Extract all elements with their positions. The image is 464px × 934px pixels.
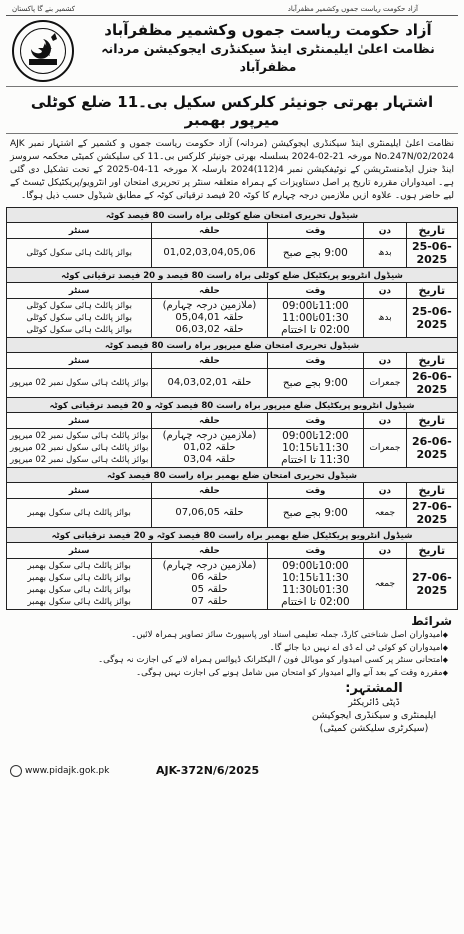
table-row (7, 299, 458, 338)
center-entry: بوائز پائلٹ ہائی سکول نمبر 02 میرپور (10, 443, 149, 453)
header-strip-right: آزاد حکومت ریاست جموں وکشمیر مظفرآباد (287, 5, 418, 13)
schedule-centers (7, 299, 152, 338)
time-slot: 10:00تا09:00 (282, 560, 349, 572)
column-header-date: تاریخ (406, 543, 457, 559)
schedule-centers (7, 369, 152, 398)
schedule-times (267, 559, 364, 610)
time-slot: 11:30تا10:15 (282, 442, 349, 454)
halqa-entry: (ملازمین درجہ چہارم) (162, 300, 257, 311)
schedule-times (267, 499, 364, 528)
column-header-time: وقت (267, 283, 364, 299)
schedule-centers (7, 429, 152, 468)
column-header-date: تاریخ (406, 353, 457, 369)
section-title: شیڈول تحریری امتحان ضلع میرپور براہ راست 80 فیصد کوٹہ (7, 338, 458, 353)
column-header-day: دن (364, 483, 406, 499)
schedule-halqas (152, 239, 267, 268)
center-entry: بوائز پائلٹ ہائی سکول نمبر 02 میرپور (10, 378, 149, 388)
schedule-date: 25-06-2025 (406, 239, 457, 268)
column-header-day: دن (364, 413, 406, 429)
column-header-center: سنٹر (7, 283, 152, 299)
schedule-centers (7, 559, 152, 610)
schedule-day: بدھ (364, 239, 406, 268)
reference-number: AJK-372N/6/2025 (156, 764, 260, 777)
header-strip-left: کشمیر بنے گا پاکستان (12, 5, 75, 13)
schedule-day: جمعہ (364, 499, 406, 528)
condition-item: ◆ امتحانی سنٹر پر کسی امیدوار کو موبائل فون / الیکٹرانک ڈیوائس ہمراہ لانے کی اجازت نہ ہوگی۔ (16, 654, 448, 667)
time-slot: 11:00تا09:00 (282, 300, 349, 312)
time-slot: 11:30 تا اختتام (281, 454, 350, 466)
column-header-day: دن (364, 223, 406, 239)
advertisement-title: اشتہار بھرتی جونیئر کلرکس سکیل بی۔11 ضلع کوٹلی میرپور بھمبر (6, 86, 458, 134)
schedule-day: جمعہ (364, 559, 406, 610)
time-slot: 11:30تا10:15 (282, 572, 349, 584)
column-header-date: تاریخ (406, 223, 457, 239)
schedule-day: بدھ (364, 299, 406, 338)
time-slot: 9:00 بجے صبح (282, 247, 348, 259)
schedule-date: 26-06-2025 (406, 429, 457, 468)
schedule-halqas (152, 559, 267, 610)
schedule-halqas (152, 299, 267, 338)
schedule-day: جمعرات (364, 369, 406, 398)
footer (6, 679, 458, 789)
schedule-date: 27-06-2025 (406, 499, 457, 528)
column-header-time: وقت (267, 413, 364, 429)
column-header-halqa: حلقہ (152, 223, 267, 239)
schedule-times (267, 239, 364, 268)
column-header-time: وقت (267, 223, 364, 239)
section-title: شیڈول تحریری امتحان ضلع بھمبر براہ راست 80 فیصد کوٹہ (7, 468, 458, 483)
advertiser-block (294, 681, 454, 735)
center-entry: بوائز پائلٹ ہائی سکول نمبر 02 میرپور (10, 455, 149, 465)
column-header-center: سنٹر (7, 483, 152, 499)
schedule-halqas (152, 369, 267, 398)
conditions-title: شرائط (411, 614, 452, 628)
schedule-times (267, 369, 364, 398)
table-row (7, 499, 458, 528)
conditions-list (6, 629, 458, 679)
schedule-times (267, 299, 364, 338)
government-title: آزاد حکومت ریاست جموں وکشمیر مظفرآباد (104, 21, 432, 39)
section-title: شیڈول انٹرویو پریکٹیکل ضلع کوٹلی براہ راست 80 فیصد و 20 فیصد ترقیاتی کوٹہ (7, 268, 458, 283)
center-entry: بوائز پائلٹ ہائی سکول بھمبر (27, 573, 131, 583)
column-header-date: تاریخ (406, 283, 457, 299)
center-entry: بوائز پائلٹ ہائی سکول بھمبر (27, 508, 131, 518)
directorate-title: نظامت اعلیٰ ایلیمنٹری اینڈ سیکنڈری ایجوکیشن مردانہ مظفرآباد (101, 41, 435, 74)
column-header-halqa: حلقہ (152, 353, 267, 369)
table-row (7, 369, 458, 398)
column-header-time: وقت (267, 543, 364, 559)
header-strip (6, 4, 458, 16)
time-slot: 01:30تا11:00 (282, 312, 349, 324)
section-title: شیڈول انٹرویو پریکٹیکل ضلع بھمبر براہ راست 80 فیصد کوٹہ و 20 فیصد ترقیاتی کوٹہ (7, 528, 458, 543)
time-slot: 9:00 بجے صبح (282, 507, 348, 519)
condition-item: ◆ مقررہ وقت کے بعد آنے والے امیدوار کو امتحان میں شامل ہونے کی اجازت نہیں ہوگی۔ (16, 667, 448, 680)
column-header-time: وقت (267, 353, 364, 369)
center-entry: بوائز پائلٹ ہائی سکول بھمبر (27, 597, 131, 607)
advertiser-title-2: ایلیمنٹری و سیکنڈری ایجوکیشن (311, 710, 437, 721)
column-header-center: سنٹر (7, 353, 152, 369)
schedule-centers (7, 499, 152, 528)
column-header-halqa: حلقہ (152, 413, 267, 429)
column-header-halqa: حلقہ (152, 543, 267, 559)
schedule-date: 26-06-2025 (406, 369, 457, 398)
column-header-date: تاریخ (406, 413, 457, 429)
time-slot: 01:30تا11:30 (282, 584, 349, 596)
column-header-center: سنٹر (7, 413, 152, 429)
column-header-date: تاریخ (406, 483, 457, 499)
time-slot: 02:00 تا اختتام (281, 596, 350, 608)
section-title: شیڈول تحریری امتحان ضلع کوٹلی براہ راست 80 فیصد کوٹہ (7, 208, 458, 223)
intro-paragraph: نظامت اعلیٰ ایلیمنٹری اینڈ سیکنڈری ایجوکیشن (مردانہ) آزاد حکومت ریاست جموں و کشمیر کے اشتہار نمبر AJK No.247N/02/2024 مورخہ 21-02-2024 بسلسلہ بھرتی جونیئر کلرکس بی۔11 کی سلیکشن کمیٹی محکمہ سروسز اینڈ جنرل ایڈمنسٹریشن کے نوٹیفکیشن نمبر 4(112)2024 بارسلہ X مورخہ 11-04-2025 کے تحت تشکیل دی گئی ہے۔ امیدواران مقررہ تاریخ پر اصل دستاویزات کے ہمراہ متعلقہ سنٹر پر تحریری امتحان اور انٹرویو/پریکٹیکل ٹیسٹ کے لیے حاضر ہوں۔ علاوہ ازیں ملازمین درجہ چہارم کا کوٹہ 20 فیصد ترقیاتی کوٹہ کے مطابق شیڈول حسب ذیل ہوگا۔ (10, 139, 455, 201)
halqa-entry: حلقہ 06,03,02 (175, 324, 244, 335)
table-row (7, 239, 458, 268)
website-url[interactable]: www.pidajk.gok.pk (25, 766, 110, 776)
halqa-entry: (ملازمین درجہ چہارم) (162, 430, 257, 441)
condition-item: ◆ امیدواران کو کوئی ٹی اے ڈی اے نہیں دیا جائے گا۔ (16, 642, 448, 655)
advertiser-title-3: (سیکرٹری سلیکشن کمیٹی) (319, 723, 429, 734)
advertiser-label: المشتہر: (345, 681, 403, 696)
halqa-entry: حلقہ 05,04,01 (175, 312, 244, 323)
column-header-day: دن (364, 283, 406, 299)
halqa-entry: حلقہ 06 (191, 572, 228, 583)
website[interactable] (10, 765, 109, 777)
column-header-halqa: حلقہ (152, 483, 267, 499)
schedule-day: جمعرات (364, 429, 406, 468)
halqa-entry: حلقہ 04,03,02,01 (167, 377, 252, 388)
table-row (7, 429, 458, 468)
ajk-emblem-logo (12, 20, 74, 82)
time-slot: 9:00 بجے صبح (282, 377, 348, 389)
schedule-halqas (152, 429, 267, 468)
center-entry: بوائز پائلٹ ہائی سکول نمبر 02 میرپور (10, 431, 149, 441)
halqa-entry: حلقہ 05 (191, 584, 228, 595)
schedule-table (6, 207, 458, 610)
column-header-center: سنٹر (7, 223, 152, 239)
halqa-entry: حلقہ 07 (191, 596, 228, 607)
column-header-center: سنٹر (7, 543, 152, 559)
halqa-entry: (ملازمین درجہ چہارم) (162, 560, 257, 571)
center-entry: بوائز پائلٹ ہائی سکول بھمبر (27, 585, 131, 595)
column-header-day: دن (364, 543, 406, 559)
schedule-centers (7, 239, 152, 268)
schedule-date: 27-06-2025 (406, 559, 457, 610)
halqa-entry: حلقہ 03,04 (183, 454, 236, 465)
schedule-date: 25-06-2025 (406, 299, 457, 338)
table-row (7, 559, 458, 610)
halqa-entry: حلقہ 01,02 (183, 442, 236, 453)
schedule-halqas (152, 499, 267, 528)
condition-item: ◆ امیدواران اصل شناختی کارڈ، جملہ تعلیمی اسناد اور پاسپورٹ سائز تصاویر ہمراہ لائیں۔ (16, 629, 448, 642)
time-slot: 02:00 تا اختتام (281, 324, 350, 336)
center-entry: بوائز پائلٹ ہائی سکول کوٹلی (26, 313, 132, 323)
time-slot: 12:00تا09:00 (282, 430, 349, 442)
center-entry: بوائز پائلٹ ہائی سکول کوٹلی (26, 248, 132, 258)
halqa-entry: 01,02,03,04,05,06 (163, 247, 256, 258)
column-header-day: دن (364, 353, 406, 369)
section-title: شیڈول انٹرویو پریکٹیکل ضلع میرپور براہ راست 80 فیصد کوٹہ و 20 فیصد ترقیاتی کوٹہ (7, 398, 458, 413)
column-header-time: وقت (267, 483, 364, 499)
globe-icon (10, 765, 22, 777)
center-entry: بوائز پائلٹ ہائی سکول بھمبر (27, 561, 131, 571)
schedule-times (267, 429, 364, 468)
column-header-halqa: حلقہ (152, 283, 267, 299)
halqa-entry: حلقہ 07,06,05 (175, 507, 244, 518)
advertiser-title-1: ڈپٹی ڈائریکٹر (348, 697, 400, 708)
center-entry: بوائز پائلٹ ہائی سکول کوٹلی (26, 301, 132, 311)
center-entry: بوائز پائلٹ ہائی سکول کوٹلی (26, 325, 132, 335)
header (6, 16, 458, 84)
